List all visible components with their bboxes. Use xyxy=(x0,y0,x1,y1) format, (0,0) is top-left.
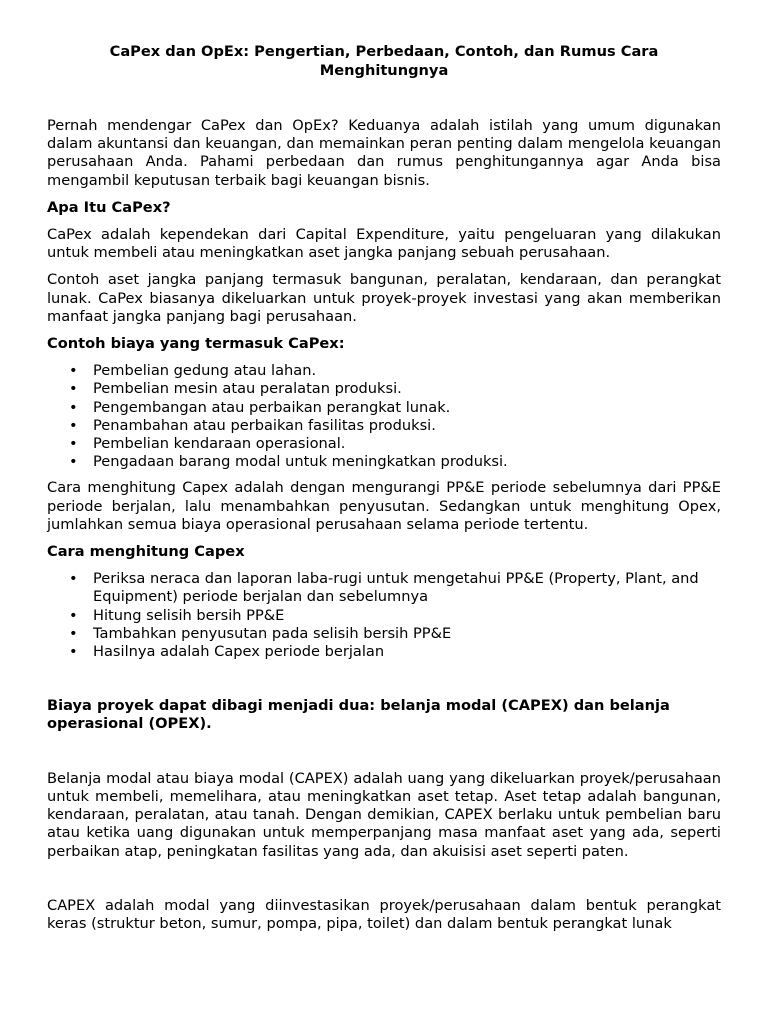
bullet-icon: • xyxy=(69,435,78,453)
bullet-icon: • xyxy=(69,416,78,434)
list-item: • Periksa neraca dan laporan laba-rugi untuk mengetahui PP&E (Property, Plant, and Equipment) periode berjalan dan sebelumnya xyxy=(69,570,699,606)
intro-paragraph: Pernah mendengar CaPex dan OpEx? Keduanya adalah istilah yang umum digunakan dalam akuntansi dan keuangan, dan memainkan peran penting dalam mengelola keuangan perusahaan Anda. Pahami perbedaan dan rumus penghitungannya agar Anda bisa mengambil keputusan terbaik bagi keuangan bisnis. xyxy=(47,117,721,189)
capex-assets-paragraph: Contoh aset jangka panjang termasuk bangunan, peralatan, kendaraan, dan perangkat lunak. CaPex biasanya dikeluarkan untuk proyek-proyek investasi yang akan memberikan manfaat jangka panjang bagi perusahaan. xyxy=(47,271,721,325)
list-item: • Hasilnya adalah Capex periode berjalan xyxy=(69,643,385,661)
heading-cara-menghitung: Cara menghitung Capex xyxy=(47,543,245,561)
list-item: • Hitung selisih bersih PP&E xyxy=(69,606,285,624)
bullet-icon: • xyxy=(69,362,78,380)
bullet-icon: • xyxy=(69,398,78,416)
list-item: • Pengembangan atau perbaikan perangkat lunak. xyxy=(69,398,451,416)
list-item: • Tambahkan penyusutan pada selisih bersih PP&E xyxy=(69,624,452,642)
document-body xyxy=(47,117,721,933)
bullet-icon: • xyxy=(69,606,78,624)
calc-summary-paragraph: Cara menghitung Capex adalah dengan mengurangi PP&E periode sebelumnya dari PP&E periode berjalan, lalu menambahkan penyusutan. Sedangkan untuk menghitung Opex, jumlahkan semua biaya operasional perusahaan selama periode tertentu. xyxy=(47,479,721,533)
list-item: • Pembelian mesin atau peralatan produksi. xyxy=(69,380,402,398)
list-item: • Pengadaan barang modal untuk meningkatkan produksi. xyxy=(69,453,508,471)
bullet-icon: • xyxy=(69,624,78,642)
heading-contoh-biaya: Contoh biaya yang termasuk CaPex: xyxy=(47,335,345,353)
bullet-icon: • xyxy=(69,380,78,398)
bullet-icon: • xyxy=(69,453,78,471)
document-title: CaPex dan OpEx: Pengertian, Perbedaan, Contoh, dan Rumus Cara Menghitungnya xyxy=(109,43,659,79)
list-item: • Pembelian kendaraan operasional. xyxy=(69,435,346,453)
list-item: • Penambahan atau perbaikan fasilitas produksi. xyxy=(69,416,436,434)
capex-examples-list xyxy=(47,362,721,471)
heading-apa-itu-capex: Apa Itu CaPex? xyxy=(47,198,171,216)
list-item: • Pembelian gedung atau lahan. xyxy=(69,362,317,380)
bullet-icon: • xyxy=(69,643,78,661)
capex-definition-paragraph: CaPex adalah kependekan dari Capital Expenditure, yaitu pengeluaran yang dilakukan untuk membeli atau meningkatkan aset jangka panjang sebuah perusahaan. xyxy=(47,226,721,262)
calc-steps-list xyxy=(47,570,721,661)
capex-detail-paragraph: Belanja modal atau biaya modal (CAPEX) adalah uang yang dikeluarkan proyek/perusahaan untuk membeli, memelihara, atau meningkatkan aset tetap. Aset tetap adalah bangunan, kendaraan, peralatan, atau tanah. Dengan demikian, CAPEX berlaku untuk pembelian baru atau ketika uang digunakan untuk memperpanjang masa manfaat aset yang ada, seperti perbaikan atap, peningkatan fasilitas yang ada, dan akuisisi aset seperti paten. xyxy=(47,769,721,860)
bullet-icon: • xyxy=(69,570,78,588)
heading-biaya-proyek: Biaya proyek dapat dibagi menjadi dua: belanja modal (CAPEX) dan belanja operasional (OPEX). xyxy=(47,697,670,733)
capex-investment-paragraph: CAPEX adalah modal yang diinvestasikan proyek/perusahaan dalam bentuk perangkat keras (struktur beton, sumur, pompa, pipa, toilet) dan dalam bentuk perangkat lunak xyxy=(47,896,721,932)
